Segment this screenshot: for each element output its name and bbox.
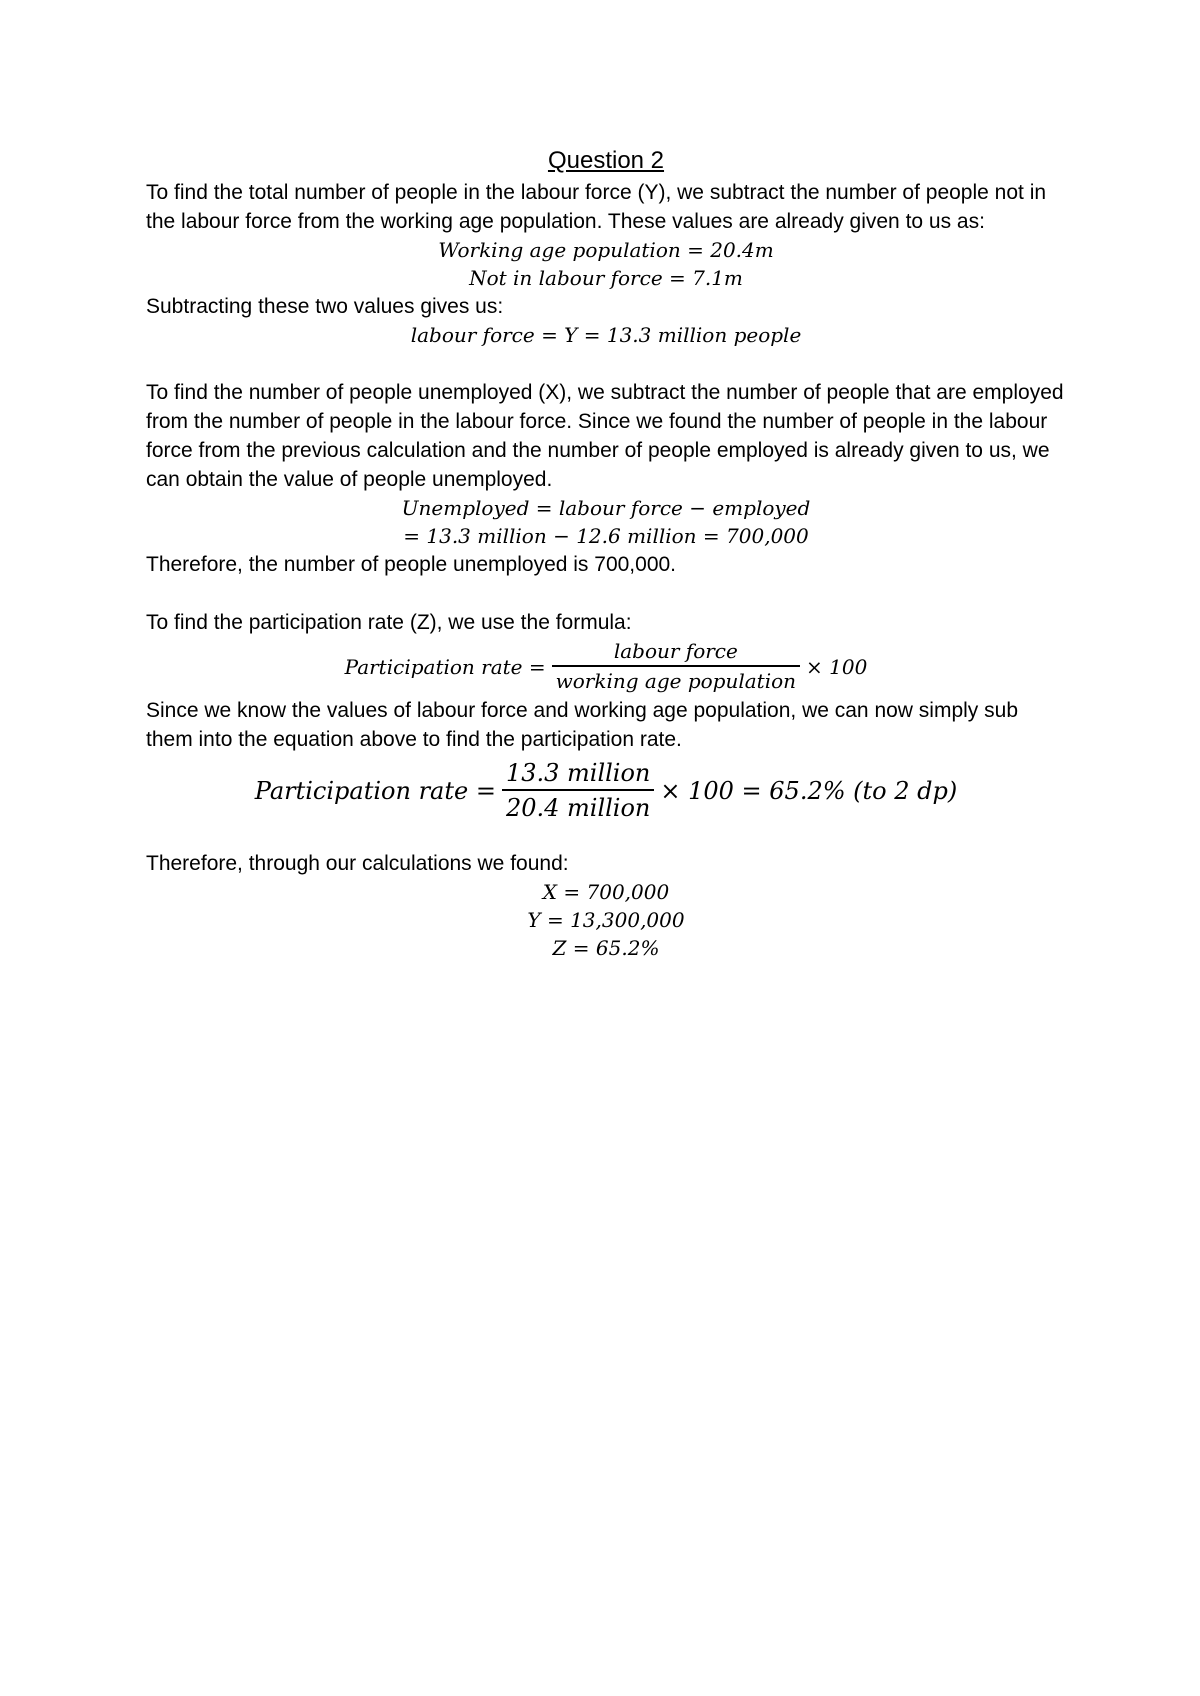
calc-denominator: 20.4 million — [502, 789, 654, 823]
formula-numerator: labour force — [613, 639, 738, 663]
calc-fraction — [502, 758, 654, 823]
unemployed-calculation: = 13.3 million − 12.6 million = 700,000 — [403, 524, 809, 548]
summary-z: Z = 65.2% — [552, 936, 660, 960]
participation-formula — [146, 639, 1066, 694]
summary-x: X = 700,000 — [542, 880, 670, 904]
subtracting-lead: Subtracting these two values gives us: — [146, 295, 504, 318]
unemployed-conclusion: Therefore, the number of people unemployed is 700,000. — [146, 553, 677, 576]
spacer — [146, 579, 1066, 608]
labour-force-result-equation: labour force = Y = 13.3 million people — [410, 323, 802, 347]
calc-lhs: Participation rate = — [254, 776, 496, 805]
calc-rhs: × 100 = 65.2% (to 2 dp) — [660, 776, 958, 805]
participation-calculation — [146, 758, 1066, 823]
formula-fraction — [552, 639, 800, 694]
participation-intro: To find the participation rate (Z), we use the formula: — [146, 611, 632, 634]
spacer — [146, 349, 1066, 378]
participation-lead: Since we know the values of labour force and working age population, we can now simply sub them into the equation above to find the participation rate. — [146, 699, 1019, 751]
formula-rhs: × 100 — [806, 654, 868, 679]
summary-y: Y = 13,300,000 — [527, 908, 685, 932]
spacer — [146, 829, 1066, 849]
unemployed-formula: Unemployed = labour force − employed — [401, 496, 811, 520]
unemployed-intro: To find the number of people unemployed (X), we subtract the number of people that are employed from the number of people in the labour force. Since we found the number of people in the labour force from the previous calculation and the number of people employed is already given to us, we can obtain the value of people unemployed. — [146, 381, 1064, 491]
labour-force-intro: To find the total number of people in the labour force (Y), we subtract the number of people not in the labour force from the working age population. These values are already given to us as: — [146, 181, 1047, 233]
document-page — [146, 146, 1066, 962]
calc-numerator: 13.3 million — [505, 759, 651, 787]
page-title: Question 2 — [547, 147, 665, 174]
summary-lead: Therefore, through our calculations we found: — [146, 852, 569, 875]
formula-denominator: working age population — [552, 665, 800, 694]
not-in-labour-force-equation: Not in labour force = 7.1m — [469, 266, 743, 290]
working-age-equation: Working age population = 20.4m — [438, 238, 774, 262]
formula-lhs: Participation rate = — [344, 654, 546, 679]
